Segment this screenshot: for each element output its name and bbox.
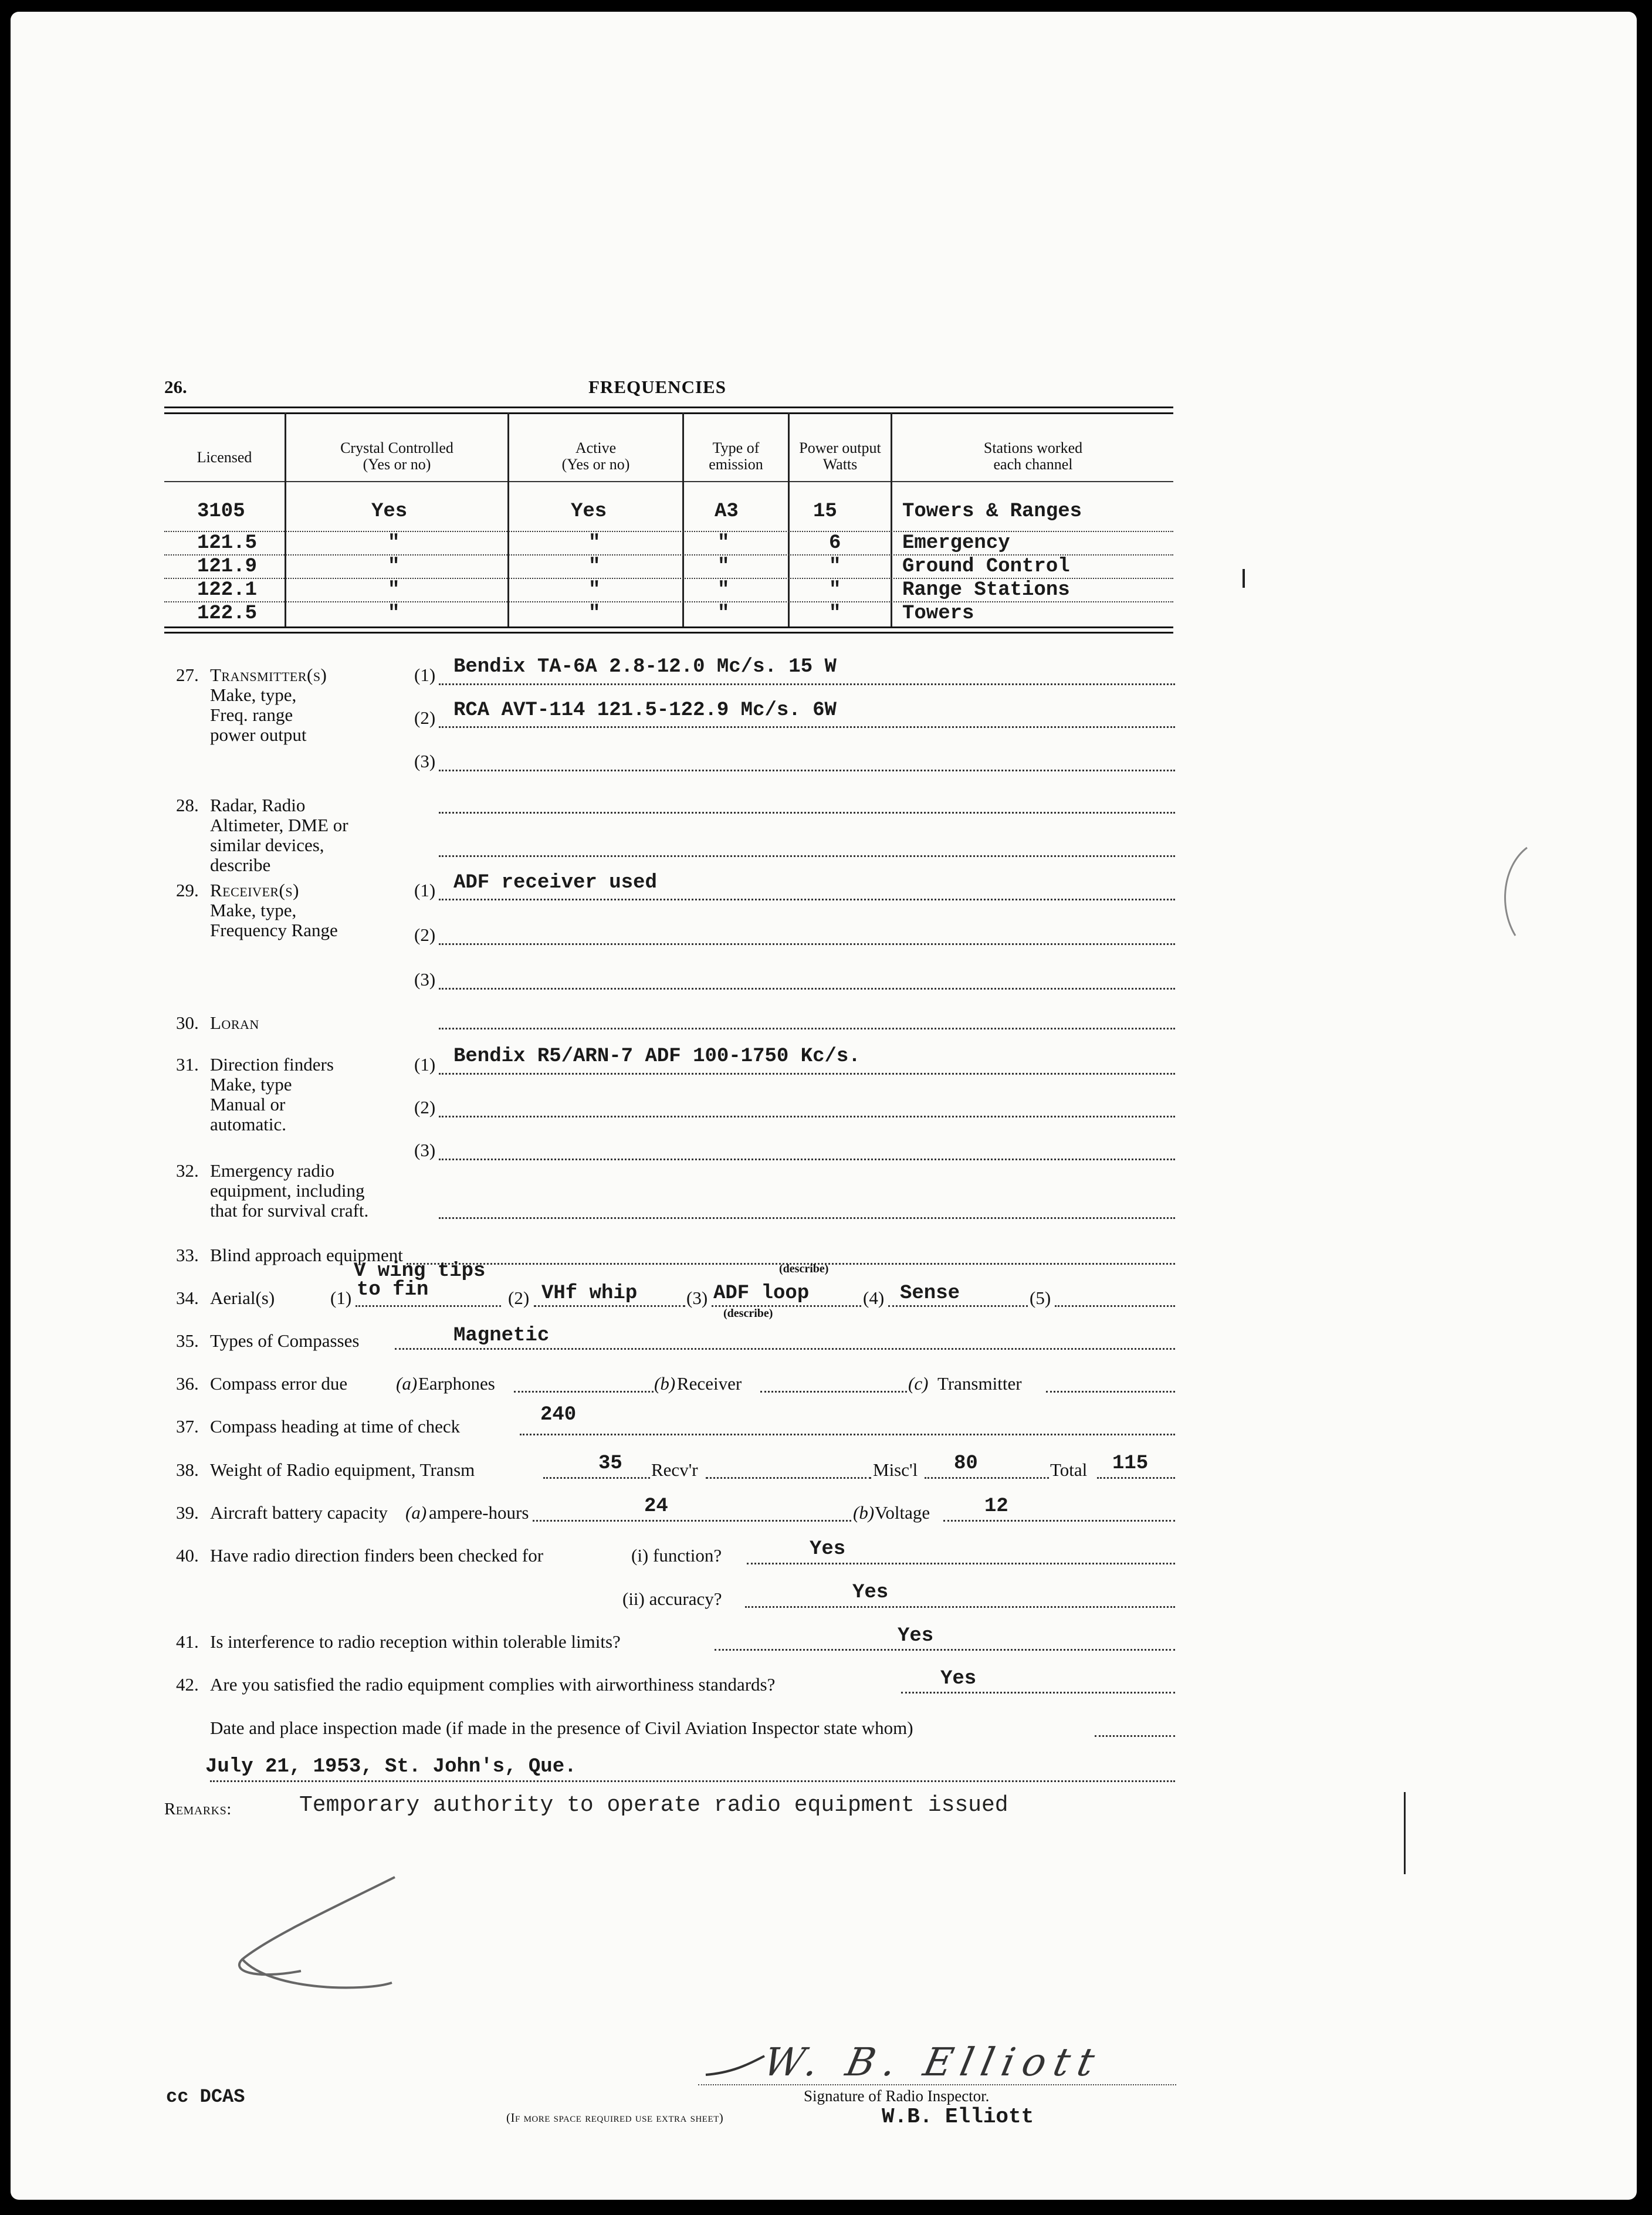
cell-active: Yes <box>571 500 607 523</box>
item-28-label-line: Altimeter, DME or <box>210 815 348 835</box>
recv-label: Recv'r <box>651 1459 698 1480</box>
document-page <box>11 12 1637 2200</box>
aerial-3-field[interactable]: ADF loop <box>713 1282 810 1305</box>
cell-licensed: 122.1 <box>197 579 258 601</box>
option-a-letter: (a) <box>396 1373 418 1394</box>
cell-crystal: " <box>388 602 400 625</box>
option-c-letter: (c) <box>908 1373 929 1394</box>
cell-emission: " <box>717 532 730 554</box>
cell-emission: " <box>717 602 730 625</box>
emergency-field[interactable] <box>439 1217 1175 1219</box>
inspection-label: Date and place inspection made (if made in the presence of Civil Aviation Inspector state whom) <box>210 1718 913 1738</box>
radar-field[interactable] <box>439 855 1175 857</box>
item-27-label-line: Freq. range <box>210 705 293 725</box>
item-31-label-line: Manual or <box>210 1094 286 1115</box>
cell-active: " <box>588 602 601 625</box>
receiver-error-field[interactable] <box>760 1391 907 1393</box>
item-29-label-line: Make, type, <box>210 900 297 920</box>
ampere-hours-field[interactable]: 24 <box>644 1495 668 1518</box>
cell-licensed: 121.9 <box>197 556 258 578</box>
accuracy-label: (ii) accuracy? <box>622 1589 722 1609</box>
item-28-number: 28. <box>176 795 199 815</box>
option-b-letter: (b) <box>853 1502 875 1523</box>
extra-sheet-note: (If more space required use extra sheet) <box>506 2111 724 2125</box>
cell-licensed: 121.5 <box>197 532 258 554</box>
item-33-label: Blind approach equipment <box>210 1245 403 1265</box>
transmitter-error-field[interactable] <box>1046 1391 1175 1393</box>
header-active-sub: (Yes or no) <box>561 456 630 473</box>
inspector-name: W.B. Elliott <box>882 2105 1034 2129</box>
cell-emission: " <box>717 579 730 601</box>
scan-arc-icon <box>1492 842 1533 941</box>
header-crystal-sub: (Yes or no) <box>363 456 431 473</box>
aerial-1-top-value: V wing tips <box>354 1260 486 1282</box>
item-42-label: Are you satisfied the radio equipment complies with airworthiness standards? <box>210 1674 776 1695</box>
transmitter-1-field[interactable]: Bendix TA-6A 2.8-12.0 Mc/s. 15 W <box>453 656 837 678</box>
weight-misc-field[interactable]: 80 <box>954 1452 978 1475</box>
entry-number: (1) <box>414 665 436 685</box>
item-31-label-line: automatic. <box>210 1114 286 1134</box>
cell-stations: Emergency <box>902 532 1010 554</box>
radar-field[interactable] <box>439 812 1175 814</box>
direction-finder-1-field[interactable]: Bendix R5/ARN-7 ADF 100-1750 Kc/s. <box>453 1045 861 1068</box>
entry-number: (3) <box>414 969 436 990</box>
entry-number: (2) <box>508 1288 530 1308</box>
interference-field[interactable]: Yes <box>898 1625 934 1647</box>
item-36-number: 36. <box>176 1373 199 1394</box>
option-a-label: Earphones <box>418 1373 495 1394</box>
cell-active: " <box>588 556 601 578</box>
item-40-number: 40. <box>176 1545 199 1566</box>
item-41-number: 41. <box>176 1631 199 1652</box>
scan-mark <box>1404 1792 1406 1874</box>
item-31-number: 31. <box>176 1054 199 1075</box>
header-emission: Type of <box>712 439 760 456</box>
weight-transm-field[interactable]: 35 <box>598 1452 622 1475</box>
entry-number: (1) <box>330 1288 352 1308</box>
entry-number: (5) <box>1030 1288 1051 1308</box>
option-b-label: Receiver <box>677 1373 742 1394</box>
cell-active: " <box>588 579 601 601</box>
header-crystal: Crystal Controlled <box>340 439 453 456</box>
remarks-label: Remarks: <box>164 1800 232 1818</box>
item-40-label: Have radio direction finders been checked for <box>210 1545 544 1566</box>
loran-field[interactable] <box>439 1028 1175 1029</box>
item-38-label: Weight of Radio equipment, Transm <box>210 1459 475 1480</box>
compass-heading-field[interactable]: 240 <box>540 1404 577 1426</box>
entry-number: (3) <box>414 1140 436 1160</box>
cell-stations: Towers & Ranges <box>902 500 1082 523</box>
cell-crystal: Yes <box>371 500 408 523</box>
item-29-label: Receiver(s) <box>210 880 299 900</box>
cell-licensed: 3105 <box>197 500 245 523</box>
header-licensed: Licensed <box>197 449 252 466</box>
aerial-5-field[interactable] <box>1055 1305 1175 1307</box>
item-27-label: Transmitter(s) <box>210 665 327 685</box>
header-power-sub: Watts <box>822 456 858 473</box>
transmitter-3-field[interactable] <box>439 770 1175 771</box>
aerial-4-field[interactable]: Sense <box>900 1282 960 1305</box>
entry-number: (2) <box>414 924 436 945</box>
item-27-label-line: Make, type, <box>210 685 297 705</box>
item-37-number: 37. <box>176 1416 199 1437</box>
entry-number: (1) <box>414 880 436 900</box>
item-35-number: 35. <box>176 1330 199 1351</box>
weight-recv-field[interactable] <box>706 1477 871 1479</box>
item-38-number: 38. <box>176 1459 199 1480</box>
cell-active: " <box>588 532 601 554</box>
header-stations-sub: each channel <box>993 456 1073 473</box>
entry-number: (3) <box>686 1288 708 1308</box>
header-power: Power output <box>799 439 881 456</box>
remarks-field[interactable]: Temporary authority to operate radio equipment issued <box>299 1793 1008 1818</box>
direction-finder-2-field[interactable] <box>439 1116 1175 1117</box>
item-39-label: Aircraft battery capacity <box>210 1502 388 1523</box>
total-label: Total <box>1050 1459 1088 1480</box>
option-a-letter: (a) <box>405 1502 427 1523</box>
cell-power: " <box>829 556 841 578</box>
item-30-number: 30. <box>176 1012 199 1033</box>
cell-crystal: " <box>388 579 400 601</box>
describe-note: (describe) <box>723 1307 773 1320</box>
item-28-label-line: describe <box>210 855 271 875</box>
cell-power: 6 <box>829 532 841 554</box>
signature <box>700 2038 1107 2094</box>
compass-type-field[interactable]: Magnetic <box>453 1325 550 1347</box>
scan-mark <box>1243 569 1245 588</box>
cell-power: " <box>829 602 841 625</box>
cell-licensed: 122.5 <box>197 602 258 625</box>
item-29-label-line: Frequency Range <box>210 920 338 940</box>
signature-script: W. B. Elliott <box>759 2040 1107 2085</box>
item-34-label: Aerial(s) <box>210 1288 275 1308</box>
receiver-2-field[interactable] <box>439 943 1175 945</box>
cell-stations: Ground Control <box>902 556 1070 578</box>
option-b-letter: (b) <box>654 1373 676 1394</box>
item-28-label-line: similar devices, <box>210 835 324 855</box>
item-32-label-line: that for survival craft. <box>210 1200 369 1221</box>
entry-number: (3) <box>414 751 436 771</box>
signature-label: Signature of Radio Inspector. <box>804 2087 990 2105</box>
item-30-label: Loran <box>210 1012 259 1033</box>
section-title: FREQUENCIES <box>588 377 726 397</box>
misc-label: Misc'l <box>873 1459 918 1480</box>
earphones-field[interactable] <box>514 1391 654 1393</box>
header-stations: Stations worked <box>983 439 1083 456</box>
cell-emission: " <box>717 556 730 578</box>
voltage-label: Voltage <box>875 1502 930 1523</box>
item-28-label-line: Radar, Radio <box>210 795 306 815</box>
item-27-number: 27. <box>176 665 199 685</box>
accuracy-check-field[interactable]: Yes <box>852 1581 889 1604</box>
item-32-number: 32. <box>176 1160 199 1181</box>
function-check-field[interactable]: Yes <box>810 1538 846 1560</box>
airworthiness-field[interactable]: Yes <box>940 1668 977 1690</box>
pencil-mark-icon <box>219 1871 407 1994</box>
cell-power: 15 <box>813 500 837 523</box>
option-c-label: Transmitter <box>937 1373 1022 1394</box>
entry-number: (2) <box>414 707 436 728</box>
item-42-number: 42. <box>176 1674 199 1695</box>
item-37-label: Compass heading at time of check <box>210 1416 461 1437</box>
entry-number: (4) <box>863 1288 885 1308</box>
aerial-2-field[interactable]: VHf whip <box>541 1282 638 1305</box>
item-36-label: Compass error due <box>210 1373 348 1394</box>
entry-number: (1) <box>414 1054 436 1075</box>
item-32-label-line: Emergency radio <box>210 1160 335 1181</box>
weight-total-field[interactable]: 115 <box>1112 1452 1149 1475</box>
cell-stations: Range Stations <box>902 579 1070 601</box>
cell-crystal: " <box>388 532 400 554</box>
receiver-3-field[interactable] <box>439 988 1175 990</box>
describe-note: (describe) <box>779 1262 829 1275</box>
section-number: 26. <box>164 377 187 397</box>
item-41-label: Is interference to radio reception within tolerable limits? <box>210 1631 621 1652</box>
receiver-1-field[interactable]: ADF receiver used <box>453 872 657 894</box>
item-31-label-line: Direction finders <box>210 1054 334 1075</box>
function-label: (i) function? <box>631 1545 722 1566</box>
entry-number: (2) <box>414 1097 436 1117</box>
header-emission-sub: emission <box>709 456 763 473</box>
cell-crystal: " <box>388 556 400 578</box>
item-31-label-line: Make, type <box>210 1074 292 1095</box>
direction-finder-3-field[interactable] <box>439 1159 1175 1160</box>
ampere-hours-label: ampere-hours <box>429 1502 529 1523</box>
cell-power: " <box>829 579 841 601</box>
transmitter-2-field[interactable]: RCA AVT-114 121.5-122.9 Mc/s. 6W <box>453 699 837 722</box>
item-33-number: 33. <box>176 1245 199 1265</box>
aerial-1-field[interactable]: to fin <box>357 1279 429 1301</box>
header-active: Active <box>575 439 617 456</box>
item-35-label: Types of Compasses <box>210 1330 360 1351</box>
item-29-number: 29. <box>176 880 199 900</box>
cell-emission: A3 <box>715 500 739 523</box>
item-27-label-line: power output <box>210 724 307 745</box>
cc-note: cc DCAS <box>166 2086 245 2108</box>
cell-stations: Towers <box>902 602 974 625</box>
item-32-label-line: equipment, including <box>210 1180 365 1201</box>
voltage-field[interactable]: 12 <box>984 1495 1008 1518</box>
item-34-number: 34. <box>176 1288 199 1308</box>
item-39-number: 39. <box>176 1502 199 1523</box>
inspection-date-place-field[interactable]: July 21, 1953, St. John's, Que. <box>205 1756 577 1778</box>
